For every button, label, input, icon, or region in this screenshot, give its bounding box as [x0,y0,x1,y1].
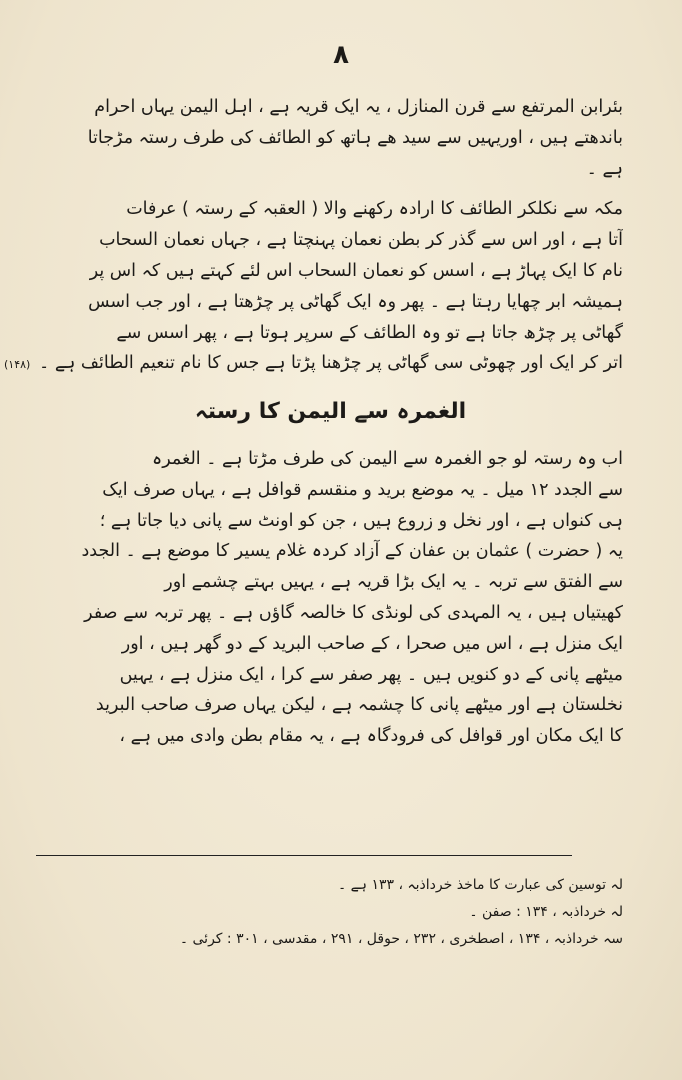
text-line: میٹھے پانی کے دو کنویں ہیں ۔ پھر صفر سے کرا ، ایک منزل ہے ، یہیں [119,664,623,685]
footnote-divider [36,855,572,856]
main-text [38,92,623,752]
footnotes [38,872,623,953]
text-line: ہے ۔ [586,158,623,179]
text-line: باندھتے ہیں ، اوریہیں سے سید ھے ہاتھ کو الطائف کی طرف رستہ مڑجاتا [87,127,623,148]
text-line: گھاٹی پر چڑھ جاتا ہے تو وہ الطائف کے سرپر ہوتا ہے ، پھر اسس سے [116,322,623,343]
text-line: مکہ سے نکلکر الطائف کا ارادہ رکھنے والا ( العقبہ کے رستہ ) عرفات [126,199,623,220]
text-line: نخلستان ہے اور میٹھے پانی کا چشمہ ہے ، لیکن یہاں صرف صاحب البرید [95,695,623,716]
text-line: کا ایک مکان اور قوافل کی فرودگاہ ہے ، یہ مقام بطن وادی میں ہے ، [119,726,623,747]
page-number: ۸ [333,40,349,70]
text-line: بئرابن المرتفع سے قرن المنازل ، یہ ایک قریہ ہے ، اہل الیمن یہاں احرام [94,97,623,117]
footnote-2: لہ خرداذبہ ، ۱۳۴ : صفن ۔ [469,904,623,920]
text-line: ہی کنواں ہے ، اور نخل و زروع ہیں ، جن کو اونٹ سے پانی دیا جاتا ہے ؛ [99,510,623,531]
section-heading: الغمرہ سے الیمن کا رستہ [194,399,467,425]
margin-note: (۱۴۸) [4,358,31,371]
text-line: کھیتیاں ہیں ، یہ المہدی کی لونڈی کا خالصہ گاؤں ہے ۔ پھر تربہ سے صفر [84,602,623,623]
text-line: اتر کر ایک اور چھوٹی سی گھاٹی پر چڑھنا پڑتا ہے جس کا نام تنعیم الطائف ہے ۔ [39,353,623,374]
footnote-3: سہ خرداذبہ ، ۱۳۴ ، اصطخری ، ۲۳۲ ، حوقل ، ۲۹۱ ، مقدسی ، ۳۰۱ : کرئی ۔ [179,931,623,947]
text-line: یہ ( حضرت ) عثمان بن عفان کے آزاد کردہ غلام یسیر کا موضع ہے ۔ الجدد [81,541,623,562]
text-line: آتا ہے ، اور اس سے گذر کر بطن نعمان پہنچتا ہے ، جہاں نعمان السحاب [99,230,623,251]
paragraph-3 [38,444,623,752]
paragraph-2 [38,194,623,379]
text-line: ایک منزل ہے ، اس میں صحرا ، کے صاحب البرید کے دو گھر ہیں ، اور [121,633,623,654]
text-line: سے الفتق سے تربہ ۔ یہ ایک بڑا قریہ ہے ، یہیں بہتے چشمے اور [164,572,623,593]
text-line: نام کا ایک پہاڑ ہے ، اسس کو نعمان السحاب اس لئے کہتے ہیں کہ اس پر [89,260,623,281]
text-line: ہمیشہ ابر چھایا رہتا ہے ۔ پھر وہ ایک گھاٹی پر چڑھتا ہے ، اور جب اسس [88,291,623,312]
text-line: سے الجدد ۱۲ میل ۔ یہ موضع برید و منقسم قوافل ہے ، یہاں صرف ایک [102,479,623,500]
text-line: اب وہ رستہ لو جو الغمرہ سے الیمن کی طرف مڑتا ہے ۔ الغمرہ [151,448,623,469]
paragraph-1 [38,92,623,184]
footnote-1: لہ توسین کی عبارت کا ماخذ خرداذبہ ، ۱۳۳ ہے ۔ [337,877,623,893]
